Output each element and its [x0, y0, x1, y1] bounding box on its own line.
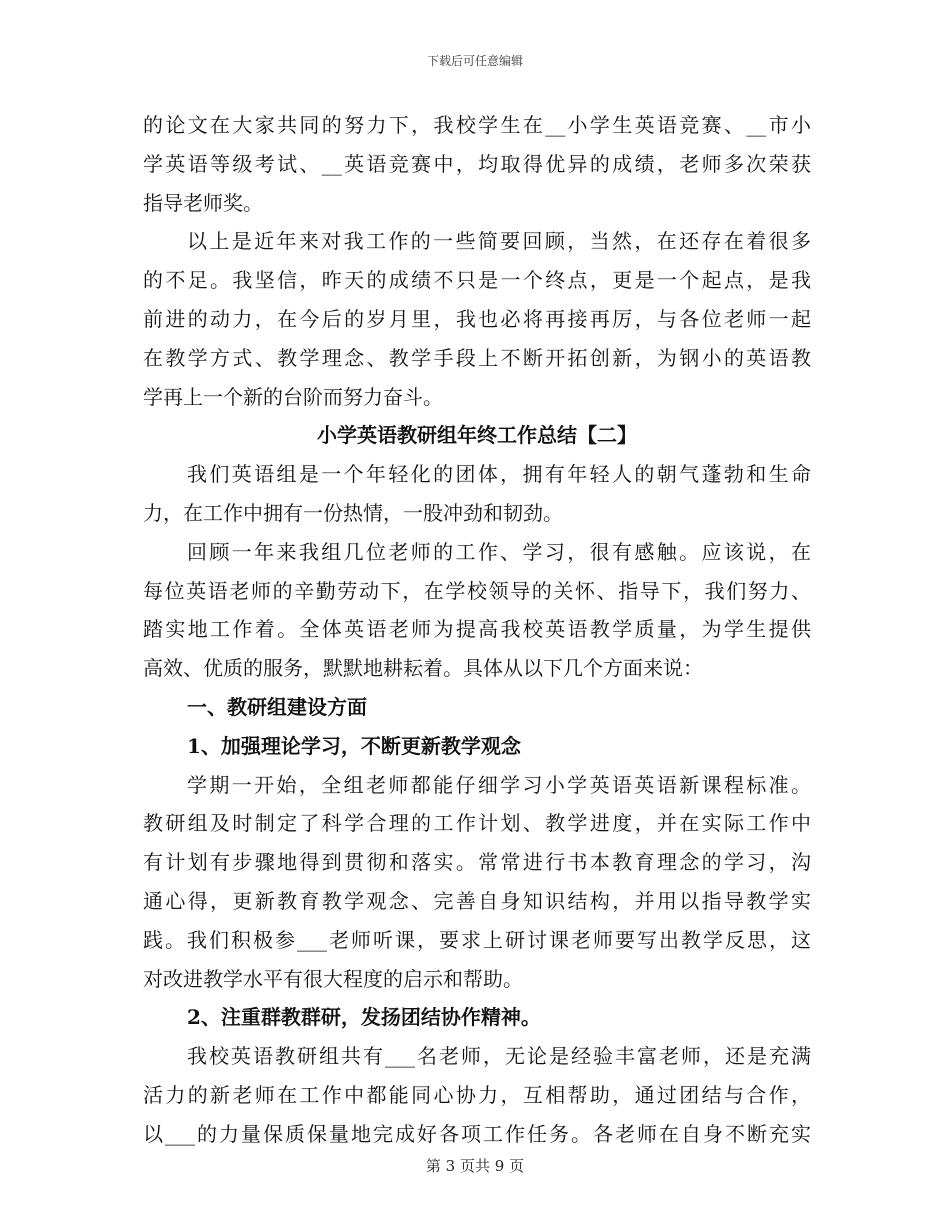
page-header: 下载后可任意编辑: [426, 54, 523, 68]
paragraph-line: 的不足。我坚信，昨天的成绩不只是一个终点，更是一个起点，是我: [143, 268, 811, 293]
paragraph-line: 学再上一个新的台阶而努力奋斗。: [143, 384, 443, 409]
paragraph-line: 践。我们积极参___老师听课，要求上研讨课老师要写出教学反思，这: [143, 927, 811, 952]
paragraph-line: 每位英语老师的辛勤劳动下，在学校领导的关怀、指导下，我们努力、: [143, 578, 811, 603]
paragraph-line: 以___的力量保质保量地完成好各项工作任务。各老师在自身不断充实: [143, 1121, 811, 1146]
paragraph-line: 学英语等级考试、__英语竞赛中，均取得优异的成绩，老师多次荣获: [143, 151, 811, 176]
paragraph-line: 通心得，更新教育教学观念、完善自身知识结构，并用以指导教学实: [143, 888, 811, 913]
paragraph-line: 回顾一年来我组几位老师的工作、学习，很有感触。应该说，在: [187, 539, 811, 564]
paragraph-line: 在教学方式、教学理念、教学手段上不断开拓创新，为钢小的英语教: [143, 345, 811, 370]
paragraph-line: 对改进教学水平有很大程度的启示和帮助。: [143, 966, 523, 991]
paragraph-line: 学期一开始，全组老师都能仔细学习小学英语英语新课程标准。: [187, 772, 811, 797]
heading-level-2: 1、加强理论学习，不断更新教学观念: [187, 733, 521, 758]
paragraph-line: 高效、优质的服务，默默地耕耘着。具体从以下几个方面来说：: [143, 656, 703, 681]
heading-level-2: 2、注重群教群研，发扬团结协作精神。: [187, 1005, 541, 1030]
paragraph-line: 指导老师奖。: [143, 190, 263, 215]
section-title: 小学英语教研组年终工作总结【二】: [317, 423, 637, 448]
paragraph-line: 我校英语教研组共有___名老师，无论是经验丰富老师，还是充满: [187, 1044, 811, 1069]
paragraph-line: 我们英语组是一个年轻化的团体，拥有年轻人的朝气蓬勃和生命: [187, 462, 811, 487]
paragraph-line: 活力的新老师在工作中都能同心协力，互相帮助，通过团结与合作，: [143, 1082, 811, 1107]
paragraph-line: 踏实地工作着。全体英语老师为提高我校英语教学质量，为学生提供: [143, 617, 811, 642]
paragraph-line: 力，在工作中拥有一份热情，一股冲劲和韧劲。: [143, 500, 563, 525]
paragraph-line: 前进的动力，在今后的岁月里，我也必将再接再厉，与各位老师一起: [143, 306, 811, 331]
page-footer: 第 3 页共 9 页: [425, 1157, 525, 1175]
paragraph-line: 教研组及时制定了科学合理的工作计划、教学进度，并在实际工作中: [143, 811, 811, 836]
heading-level-1: 一、教研组建设方面: [187, 694, 367, 719]
paragraph-line: 以上是近年来对我工作的一些简要回顾，当然，在还存在着很多: [187, 229, 811, 254]
document-body: [143, 106, 811, 1154]
paragraph-line: 有计划有步骤地得到贯彻和落实。常常进行书本教育理念的学习，沟: [143, 850, 811, 875]
paragraph-line: 的论文在大家共同的努力下，我校学生在__小学生英语竞赛、__市小: [143, 113, 811, 137]
